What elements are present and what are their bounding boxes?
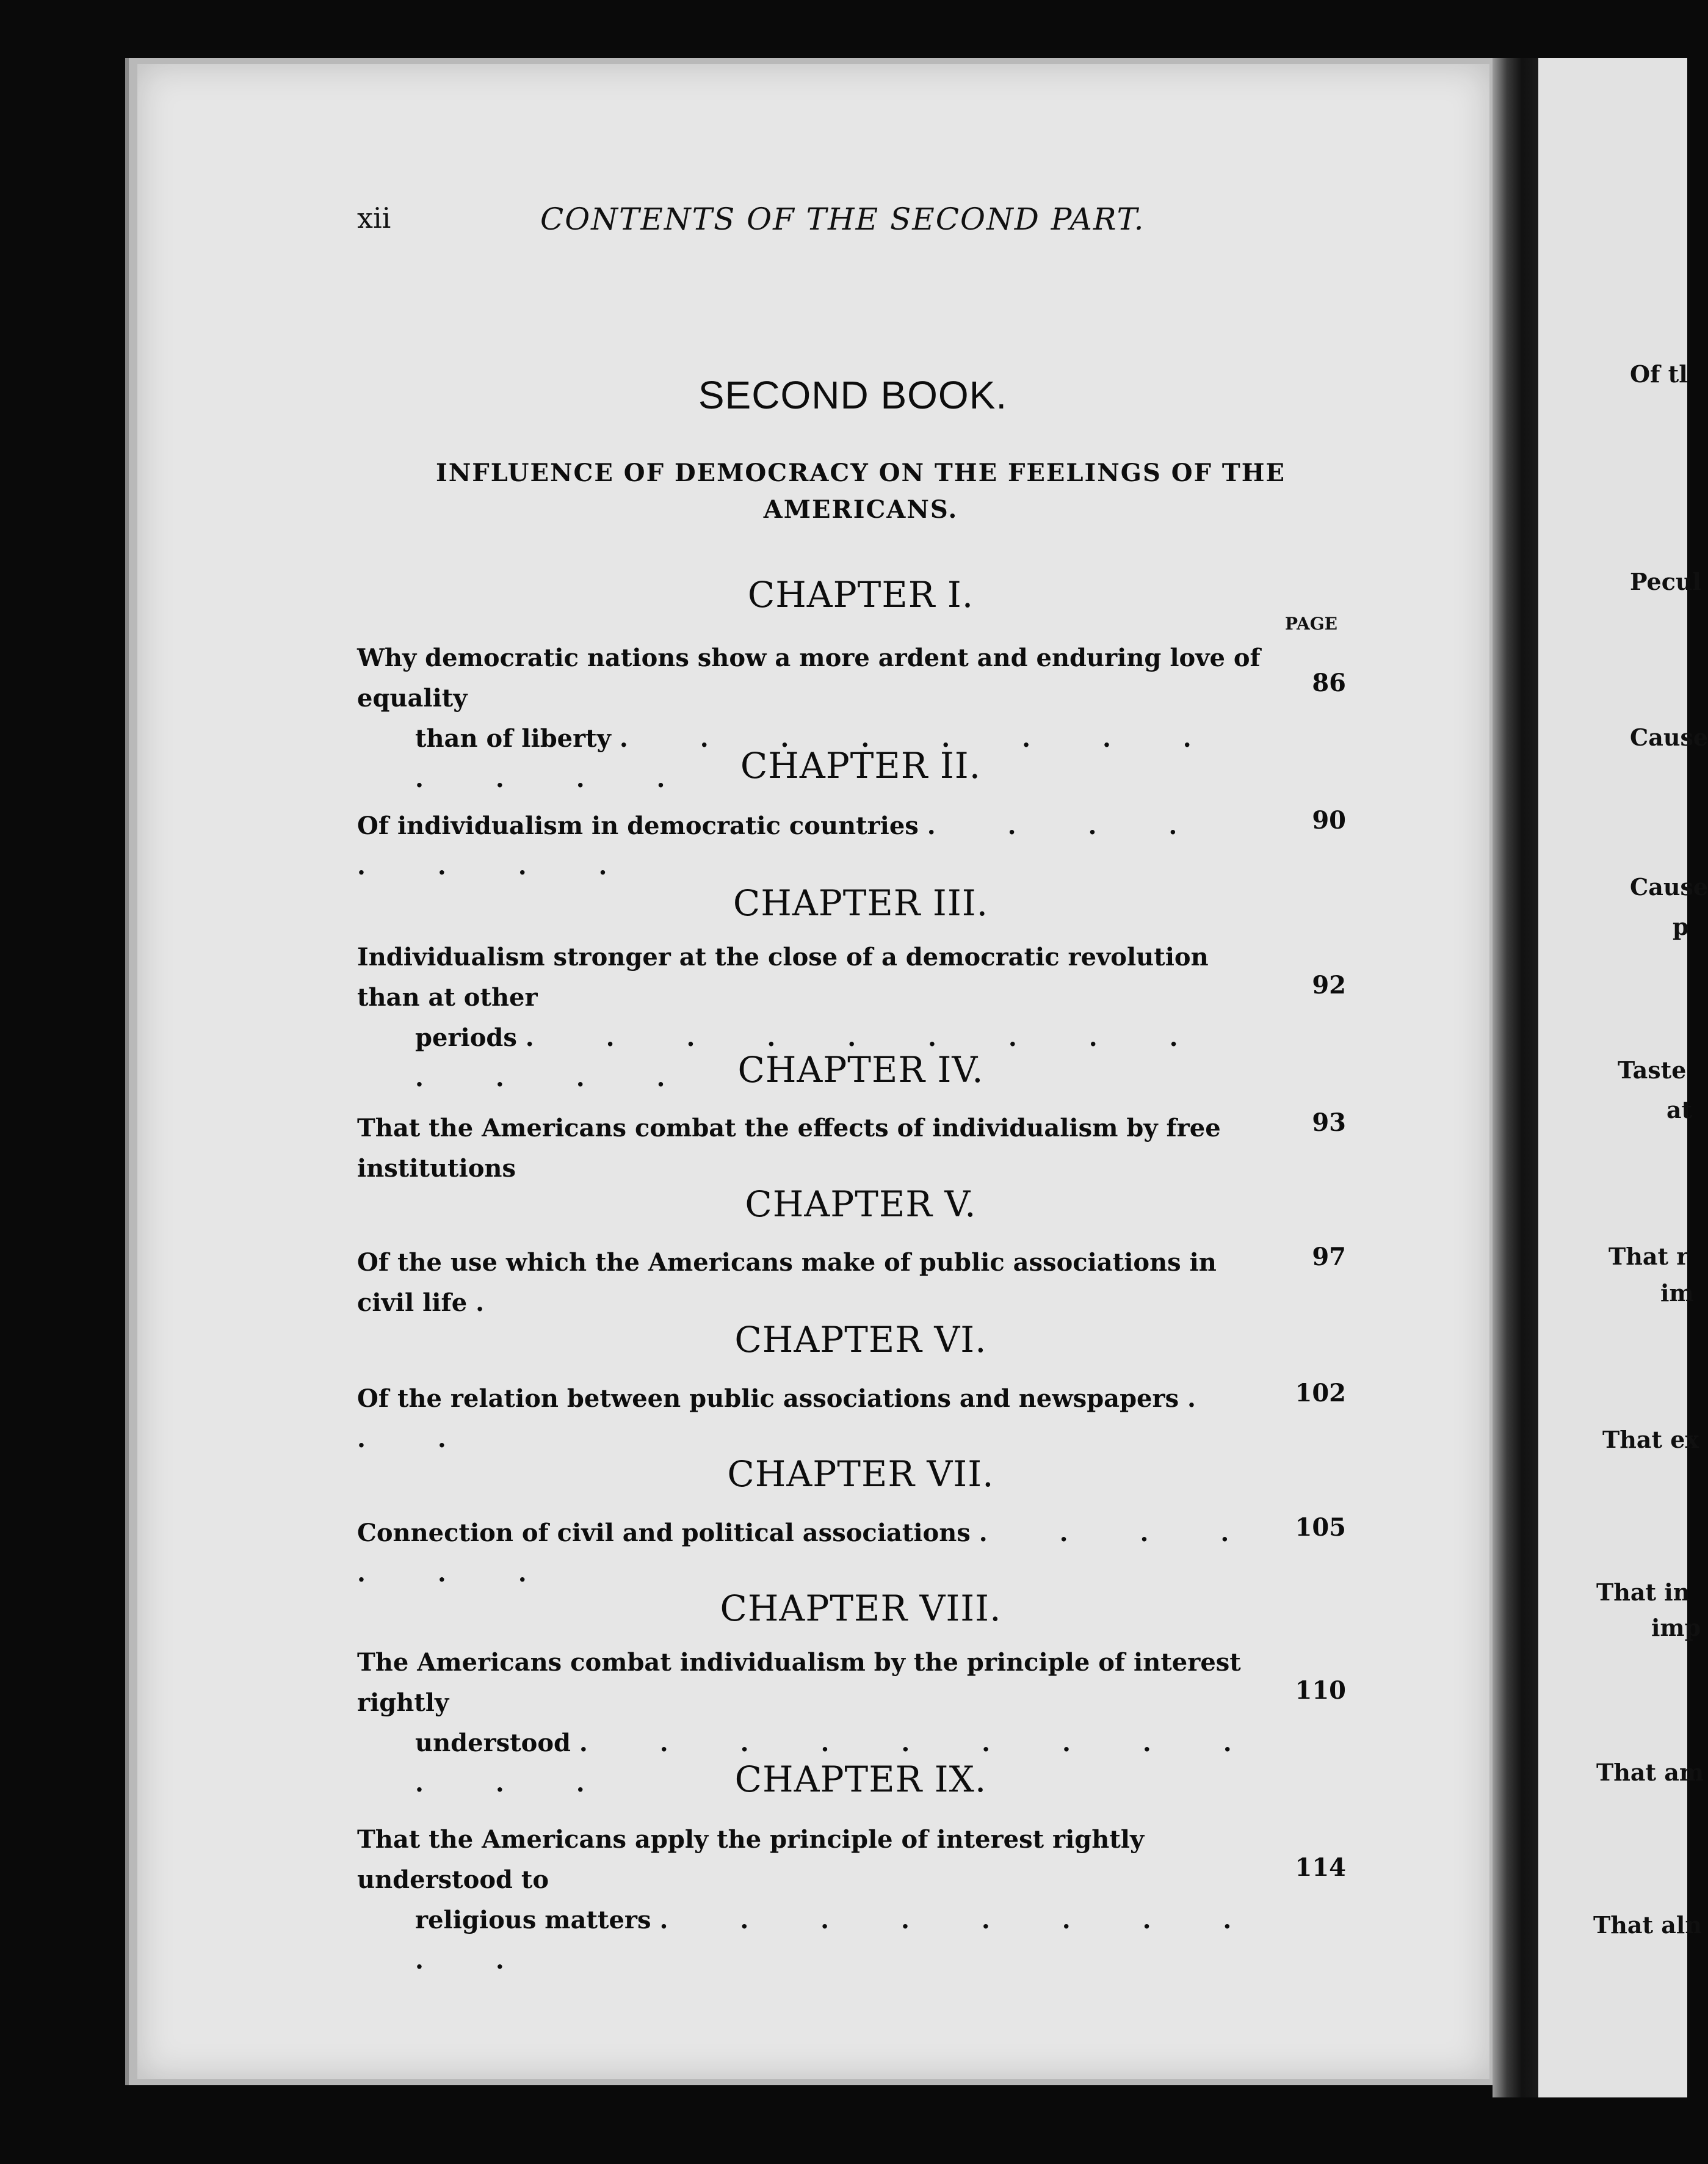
entry-text-continued: understood [415,1729,571,1757]
entry-text: Individualism stronger at the close of a democratic revolution than at other [357,943,1209,1012]
page-header [357,202,1493,244]
entry-page-number: 102 [1295,1379,1346,1407]
running-title: CONTENTS OF THE SECOND PART. [540,202,1145,237]
right-fragment: p [1673,913,1689,940]
chapter-heading: CHAPTER IV. [737,1049,984,1091]
right-fragment: That ex [1602,1426,1699,1453]
right-fragment: at [1666,1096,1693,1124]
chapter-heading: CHAPTER I. [747,574,974,615]
chapter-heading: CHAPTER V. [745,1183,977,1225]
entry-page-number: 110 [1295,1676,1346,1705]
right-page [1538,58,1708,2097]
entry-text: Of individualism in democratic countries [357,812,919,840]
toc-entry [357,1108,1276,1189]
toc-entry [357,806,1276,887]
toc-entry [357,1820,1276,1981]
entry-text-continued: than of liberty [415,724,611,753]
right-fragment: Of tl [1630,360,1688,388]
book-subtitle: INFLUENCE OF DEMOCRACY ON THE FEELINGS OF THE AMERICANS. [436,459,1286,524]
right-fragment: Cause [1630,724,1708,751]
book-gutter [1493,58,1541,2097]
chapter-heading: CHAPTER VIII. [720,1588,1002,1629]
entry-text: The Americans combat individualism by the principle of interest rightly [357,1648,1241,1717]
entry-text: Why democratic nations show a more ardent and enduring love of equality [357,644,1261,713]
entry-page-number: 86 [1312,669,1346,697]
page-number: xii [357,202,391,234]
chapter-heading: CHAPTER II. [740,745,982,786]
leader-dots: . . . [357,1384,1228,1453]
entry-page-number: 114 [1295,1853,1346,1882]
right-fragment: That r [1608,1243,1689,1270]
page-column-label: PAGE [1285,614,1337,634]
chapter-heading: CHAPTER IX. [734,1759,987,1800]
entry-text-continued: periods [415,1023,517,1052]
right-fragment: That in [1596,1578,1690,1606]
right-fragment: That am [1596,1759,1704,1786]
entry-page-number: 97 [1312,1243,1346,1271]
entry-page-number: 93 [1312,1108,1346,1137]
entry-text: That the Americans apply the principle of interest rightly understood to [357,1825,1145,1894]
right-fragment: im [1660,1279,1694,1307]
chapter-heading: CHAPTER VI. [734,1319,987,1360]
right-fragment: That aln [1593,1911,1702,1939]
entry-text: Of the relation between public associations and newspapers [357,1384,1179,1413]
entry-text: Of the use which the Americans make of public associations in civil life [357,1248,1217,1317]
chapter-heading: CHAPTER VII. [727,1453,994,1495]
leader-dots: . . . . . . . . [357,812,1209,880]
chapter-heading: CHAPTER III. [733,882,989,924]
leader-dots: . . . . . . . . . . . . . [415,1023,1210,1092]
entry-text-continued: religious matters [415,1906,651,1934]
leader-dots: . . . . . . . [357,1519,1261,1588]
leader-dots: . . . . . . . . . . . . [415,724,1223,793]
leader-dots: . . . . . . . . . . . . [415,1729,1264,1798]
leader-dots: . . . . . . . . . . [415,1906,1264,1975]
right-fragment: Taste [1618,1056,1687,1084]
toc-entry [357,1513,1276,1594]
right-fragment: Pecul [1630,568,1701,595]
entry-page-number: 105 [1295,1513,1346,1542]
entry-text: Connection of civil and political associations [357,1519,971,1547]
toc-entry [357,1243,1276,1323]
right-fragment: Cause [1630,873,1708,901]
toc-entry [357,1379,1276,1459]
entry-text: That the Americans combat the effects of individualism by free institutions [357,1114,1221,1183]
entry-page-number: 90 [1312,806,1346,835]
entry-page-number: 92 [1312,971,1346,1000]
book-title: SECOND BOOK. [698,373,1008,417]
leader-dots: . [476,1288,516,1317]
right-fragment: imp [1651,1614,1701,1641]
